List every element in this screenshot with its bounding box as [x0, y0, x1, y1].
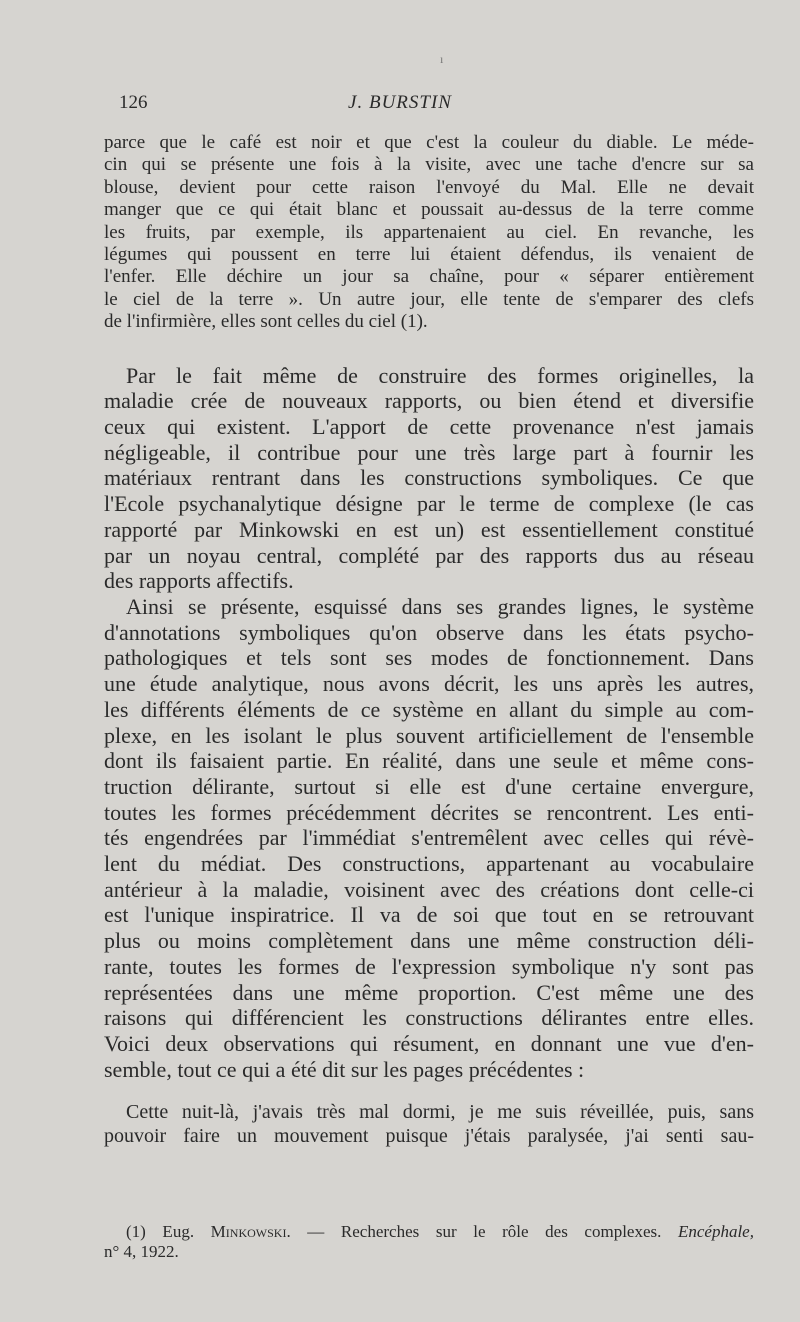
- text-line: semble, tout ce qui a été dit sur les pages précédentes :: [104, 1056, 585, 1082]
- text-line: de l'infirmière, elles sont celles du ciel (1).: [104, 311, 428, 333]
- text-line: Cette nuit-là, j'avais très mal dormi, je me suis réveillée, puis, sans: [126, 1101, 754, 1124]
- footnote: [104, 1222, 754, 1262]
- text-line: ceux qui existent. L'apport de cette provenance n'est jamais: [104, 414, 754, 440]
- footnote-author: Minkowski: [210, 1222, 287, 1241]
- text-line: des rapports affectifs.: [104, 568, 294, 594]
- margin-mark: ı: [440, 52, 444, 66]
- text-line: dont ils faisaient partie. En réalité, dans une seule et même cons-: [104, 748, 754, 774]
- page-body: [104, 132, 754, 1148]
- text-line: légumes qui poussent en terre lui étaient défendus, ils venaient de: [104, 244, 754, 266]
- text-line: lent du médiat. Des constructions, appartenant au vocabulaire: [104, 851, 754, 877]
- text-line: rapporté par Minkowski en est un) est essentiellement constitué: [104, 516, 754, 542]
- paragraph-3: [104, 594, 754, 1082]
- text-line: l'Ecole psychanalytique désigne par le terme de complexe (le cas: [104, 491, 754, 517]
- text-line: les différents éléments de ce système en allant du simple au com-: [104, 696, 754, 722]
- text-line: raisons qui différencient les constructions délirantes entre elles.: [104, 1005, 754, 1031]
- text-line: pathologiques et tels sont ses modes de fonctionnement. Dans: [104, 645, 754, 671]
- footnote-number: (1) Eug.: [126, 1222, 211, 1241]
- paragraph-4: [104, 1100, 754, 1148]
- paragraph-1: [104, 132, 754, 334]
- text-line: truction délirante, surtout si elle est d'une certaine envergure,: [104, 773, 754, 799]
- text-line: plus ou moins complètement dans une même construction déli-: [104, 928, 754, 954]
- text-line: une étude analytique, nous avons décrit, les uns après les autres,: [104, 671, 754, 697]
- text-line: matériaux rentrant dans les constructions symboliques. Ce que: [104, 465, 754, 491]
- text-line: pouvoir faire un mouvement puisque j'étais paralysée, j'ai senti sau-: [104, 1125, 754, 1148]
- footnote-line: n° 4, 1922.: [104, 1242, 179, 1261]
- text-line: manger que ce qui était blanc et poussait au-dessus de la terre comme: [104, 199, 754, 221]
- text-line: l'enfer. Elle déchire un jour sa chaîne, pour « séparer entièrement: [104, 266, 754, 288]
- page-number: 126: [119, 92, 148, 113]
- text-line: est l'unique inspiratrice. Il va de soi que tout en se retrouvant: [104, 902, 754, 928]
- text-line: blouse, devient pour cette raison l'envoyé du Mal. Elle ne devait: [104, 176, 754, 198]
- text-line: Voici deux observations qui résument, en donnant une vue d'en-: [104, 1030, 754, 1056]
- page-header: [0, 92, 800, 122]
- footnote-line: [104, 1222, 754, 1242]
- paragraph-2: [104, 363, 754, 594]
- text-line: tés engendrées par l'immédiat s'entremêlent avec celles qui révè-: [104, 825, 754, 851]
- text-line: rante, toutes les formes de l'expression symbolique n'y sont pas: [104, 953, 754, 979]
- text-line: plexe, en les isolant le plus souvent artificiellement de l'ensemble: [104, 722, 754, 748]
- text-line: négligeable, il contribue pour une très large part à fournir les: [104, 439, 754, 465]
- text-line: Ainsi se présente, esquissé dans ses grandes lignes, le système: [126, 593, 754, 619]
- text-line: toutes les formes précédemment décrites se rencontrent. Les enti-: [104, 799, 754, 825]
- text-line: d'annotations symboliques qu'on observe dans les états psycho-: [104, 619, 754, 645]
- text-line: Par le fait même de construire des formes originelles, la: [126, 362, 754, 388]
- text-line: les fruits, par exemple, ils appartenaient au ciel. En revanche, les: [104, 221, 754, 243]
- text-line: maladie crée de nouveaux rapports, ou bien étend et diversifie: [104, 388, 754, 414]
- footnote-journal: Encéphale,: [677, 1222, 754, 1241]
- text-line: par un noyau central, complété par des rapports dus au réseau: [104, 542, 754, 568]
- text-line: le ciel de la terre ». Un autre jour, elle tente de s'emparer des clefs: [104, 288, 754, 310]
- text-line: cin qui se présente une fois à la visite, avec une tache d'encre sur sa: [104, 154, 754, 176]
- text-line: antérieur à la maladie, voisinent avec des créations dont celle-ci: [104, 876, 754, 902]
- text-line: représentées dans une même proportion. C'est même une des: [104, 979, 754, 1005]
- text-line: parce que le café est noir et que c'est la couleur du diable. Le méde-: [104, 132, 754, 153]
- running-head: J. BURSTIN: [348, 92, 452, 113]
- footnote-title: . — Recherches sur le rôle des complexes.: [286, 1222, 678, 1241]
